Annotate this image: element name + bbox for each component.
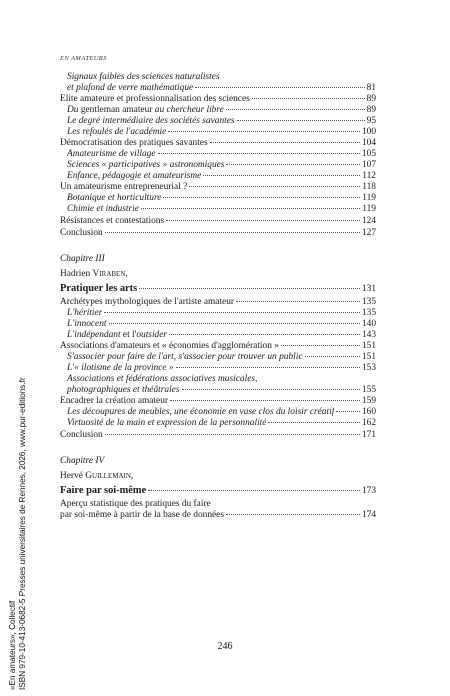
toc-entry-text: Démocratisation des pratiques savantes bbox=[60, 138, 208, 148]
running-head: EN AMATEURS bbox=[60, 55, 107, 62]
toc-entry-text: Signaux faibles des sciences naturalistes bbox=[67, 72, 220, 82]
toc-entry-text: Les découpures de meubles, une économie en vase clos du loisir créatif bbox=[67, 407, 335, 417]
toc-page-number: 143 bbox=[361, 330, 376, 340]
chapter-author: Hervé Guillemain, bbox=[60, 471, 134, 481]
toc-entry bbox=[60, 385, 376, 396]
toc-entry bbox=[60, 138, 376, 149]
leader-dots bbox=[163, 197, 360, 198]
toc-entry bbox=[60, 341, 376, 352]
page-number: 246 bbox=[217, 641, 233, 652]
leader-dots bbox=[141, 208, 360, 209]
toc-entry-multiline bbox=[60, 499, 376, 510]
toc-entry-multiline bbox=[60, 72, 376, 83]
leader-dots bbox=[268, 422, 359, 423]
toc-entry bbox=[60, 407, 376, 418]
toc-page-number: 89 bbox=[366, 94, 376, 104]
chapter-title: Faire par soi-même bbox=[60, 485, 147, 496]
leader-dots bbox=[226, 514, 360, 515]
toc-entry-text: Archétypes mythologiques de l'artiste amateur bbox=[60, 297, 235, 307]
toc-page-number: 140 bbox=[361, 319, 376, 329]
toc-entry-text: Enfance, pédagogie et amateurisme bbox=[67, 171, 202, 181]
toc-entry bbox=[60, 418, 376, 429]
toc-page-number: 135 bbox=[361, 308, 376, 318]
toc-entry-text: Résistances et contestations bbox=[60, 216, 165, 226]
toc-page-number: 159 bbox=[361, 396, 376, 406]
leader-dots bbox=[109, 323, 360, 324]
leader-dots bbox=[210, 142, 360, 143]
toc-entry bbox=[60, 182, 376, 193]
leader-dots bbox=[166, 220, 360, 221]
side-notice-line: ISBN 979-10-413-0682-5 Presses universitaires de Rennes, 2026, www.pur-editions.fr bbox=[18, 377, 27, 690]
toc-entry-text: L'indépendant et l'outsider bbox=[67, 330, 168, 340]
toc-page-number: 153 bbox=[361, 363, 376, 373]
toc-entry bbox=[60, 319, 376, 330]
leader-dots bbox=[158, 153, 360, 154]
toc-entry bbox=[60, 510, 376, 521]
toc-page-number: 171 bbox=[361, 430, 376, 440]
toc-page-number: 119 bbox=[362, 204, 376, 214]
toc-entry bbox=[60, 116, 376, 127]
leader-dots bbox=[189, 186, 360, 187]
toc-entry-text: Le degré intermédiaire des sociétés savantes bbox=[67, 116, 235, 126]
leader-dots bbox=[104, 312, 360, 313]
leader-dots bbox=[168, 131, 360, 132]
toc-entry bbox=[60, 204, 376, 215]
toc-entry-text: Virtuosité de la main et expression de la personnalité bbox=[67, 418, 267, 428]
toc-page-number: 135 bbox=[361, 297, 376, 307]
leader-dots bbox=[281, 345, 360, 346]
toc-entry-text: Sciences « participatives » astronomiques bbox=[67, 160, 225, 170]
toc-page-number: 95 bbox=[366, 116, 376, 126]
toc-page-number: 81 bbox=[366, 83, 376, 93]
leader-dots bbox=[169, 334, 360, 335]
leader-dots bbox=[148, 490, 360, 491]
leader-dots bbox=[226, 164, 359, 165]
leader-dots bbox=[252, 98, 365, 99]
toc-entry bbox=[60, 216, 376, 227]
leader-dots bbox=[195, 87, 364, 88]
chapter-label: Chapitre IV bbox=[60, 456, 105, 466]
chapter-title-entry bbox=[60, 485, 376, 497]
toc-entry-text: Chimie et industrie bbox=[67, 204, 139, 214]
leader-dots bbox=[139, 288, 360, 289]
toc-entry-text: Les refoulés de l'académie bbox=[67, 127, 167, 137]
chapter-title-entry bbox=[60, 283, 376, 295]
toc-page-number: 151 bbox=[361, 341, 376, 351]
toc-entry-text: Associations et fédérations associatives musicales, bbox=[67, 374, 258, 384]
copyright-side-notice bbox=[8, 377, 28, 690]
toc-entry-text: photographiques et théâtrales bbox=[67, 385, 180, 395]
toc-entry-text: Aperçu statistique des pratiques du faire bbox=[60, 499, 211, 509]
toc-entry-text: L'« ilotisme de la province » bbox=[67, 363, 174, 373]
toc-entry bbox=[60, 83, 376, 94]
table-of-contents bbox=[60, 72, 376, 521]
toc-page-number: 155 bbox=[361, 385, 376, 395]
leader-dots bbox=[182, 389, 360, 390]
toc-entry bbox=[60, 352, 376, 363]
chapter-label: Chapitre III bbox=[60, 254, 105, 264]
toc-entry bbox=[60, 149, 376, 160]
toc-page-number: 162 bbox=[361, 418, 376, 428]
leader-dots bbox=[176, 367, 360, 368]
toc-entry bbox=[60, 396, 376, 407]
toc-entry bbox=[60, 171, 376, 182]
toc-page-number: 89 bbox=[366, 105, 376, 115]
toc-page-number: 151 bbox=[361, 352, 376, 362]
toc-page-number: 107 bbox=[361, 160, 376, 170]
toc-entry bbox=[60, 127, 376, 138]
toc-entry-text: S'associer pour faire de l'art, s'associer pour trouver un public bbox=[67, 352, 303, 362]
leader-dots bbox=[236, 301, 360, 302]
leader-dots bbox=[305, 356, 360, 357]
toc-page-number: 119 bbox=[362, 193, 376, 203]
toc-entry-text: et plafond de verre mathématique bbox=[67, 83, 194, 93]
chapter-title: Pratiquer les arts bbox=[60, 283, 138, 294]
toc-entry bbox=[60, 193, 376, 204]
toc-page-number: 104 bbox=[361, 138, 376, 148]
toc-entry-text: Élite amateure et professionnalisation des sciences bbox=[60, 94, 250, 104]
leader-dots bbox=[105, 232, 360, 233]
toc-entry bbox=[60, 363, 376, 374]
leader-dots bbox=[170, 400, 360, 401]
toc-entry-text: L'innocent bbox=[67, 319, 107, 329]
toc-page-number: 127 bbox=[361, 228, 376, 238]
toc-entry-text: Encadrer la création amateur bbox=[60, 396, 169, 406]
toc-page-number: 118 bbox=[362, 182, 376, 192]
toc-page-number: 173 bbox=[361, 486, 376, 496]
toc-entry-text: Amateurisme de village bbox=[67, 149, 156, 159]
leader-dots bbox=[105, 434, 360, 435]
toc-entry-text: Botanique et horticulture bbox=[67, 193, 162, 203]
leader-dots bbox=[226, 109, 365, 110]
leader-dots bbox=[237, 120, 365, 121]
toc-entry-text: Associations d'amateurs et « économies d'agglomération » bbox=[60, 341, 279, 351]
toc-entry bbox=[60, 105, 376, 116]
toc-entry bbox=[60, 160, 376, 171]
toc-entry-text: Conclusion bbox=[60, 430, 103, 440]
toc-page-number: 112 bbox=[362, 171, 376, 181]
toc-page-number: 174 bbox=[361, 510, 376, 520]
toc-entry-text: Du gentleman amateur au chercheur libre bbox=[67, 105, 224, 115]
toc-entry bbox=[60, 297, 376, 308]
toc-entry-text: Conclusion bbox=[60, 228, 103, 238]
toc-entry-text: par soi-même à partir de la base de données bbox=[60, 510, 224, 520]
toc-page-number: 160 bbox=[361, 407, 376, 417]
chapter-author: Hadrien Viraben, bbox=[60, 269, 128, 279]
toc-page-number: 100 bbox=[361, 127, 376, 137]
toc-page-number: 124 bbox=[361, 216, 376, 226]
toc-entry bbox=[60, 94, 376, 105]
toc-page-number: 131 bbox=[361, 284, 376, 294]
toc-entry-multiline bbox=[60, 374, 376, 385]
toc-entry bbox=[60, 330, 376, 341]
leader-dots bbox=[203, 175, 360, 176]
side-notice-line: «En amateurs», Collectif bbox=[8, 600, 17, 690]
leader-dots bbox=[336, 411, 360, 412]
toc-entry bbox=[60, 308, 376, 319]
toc-entry bbox=[60, 430, 376, 441]
toc-entry bbox=[60, 228, 376, 239]
toc-entry-text: Un amateurisme entrepreneurial ? bbox=[60, 182, 188, 192]
toc-page-number: 105 bbox=[361, 149, 376, 159]
toc-entry-text: L'héritier bbox=[67, 308, 103, 318]
